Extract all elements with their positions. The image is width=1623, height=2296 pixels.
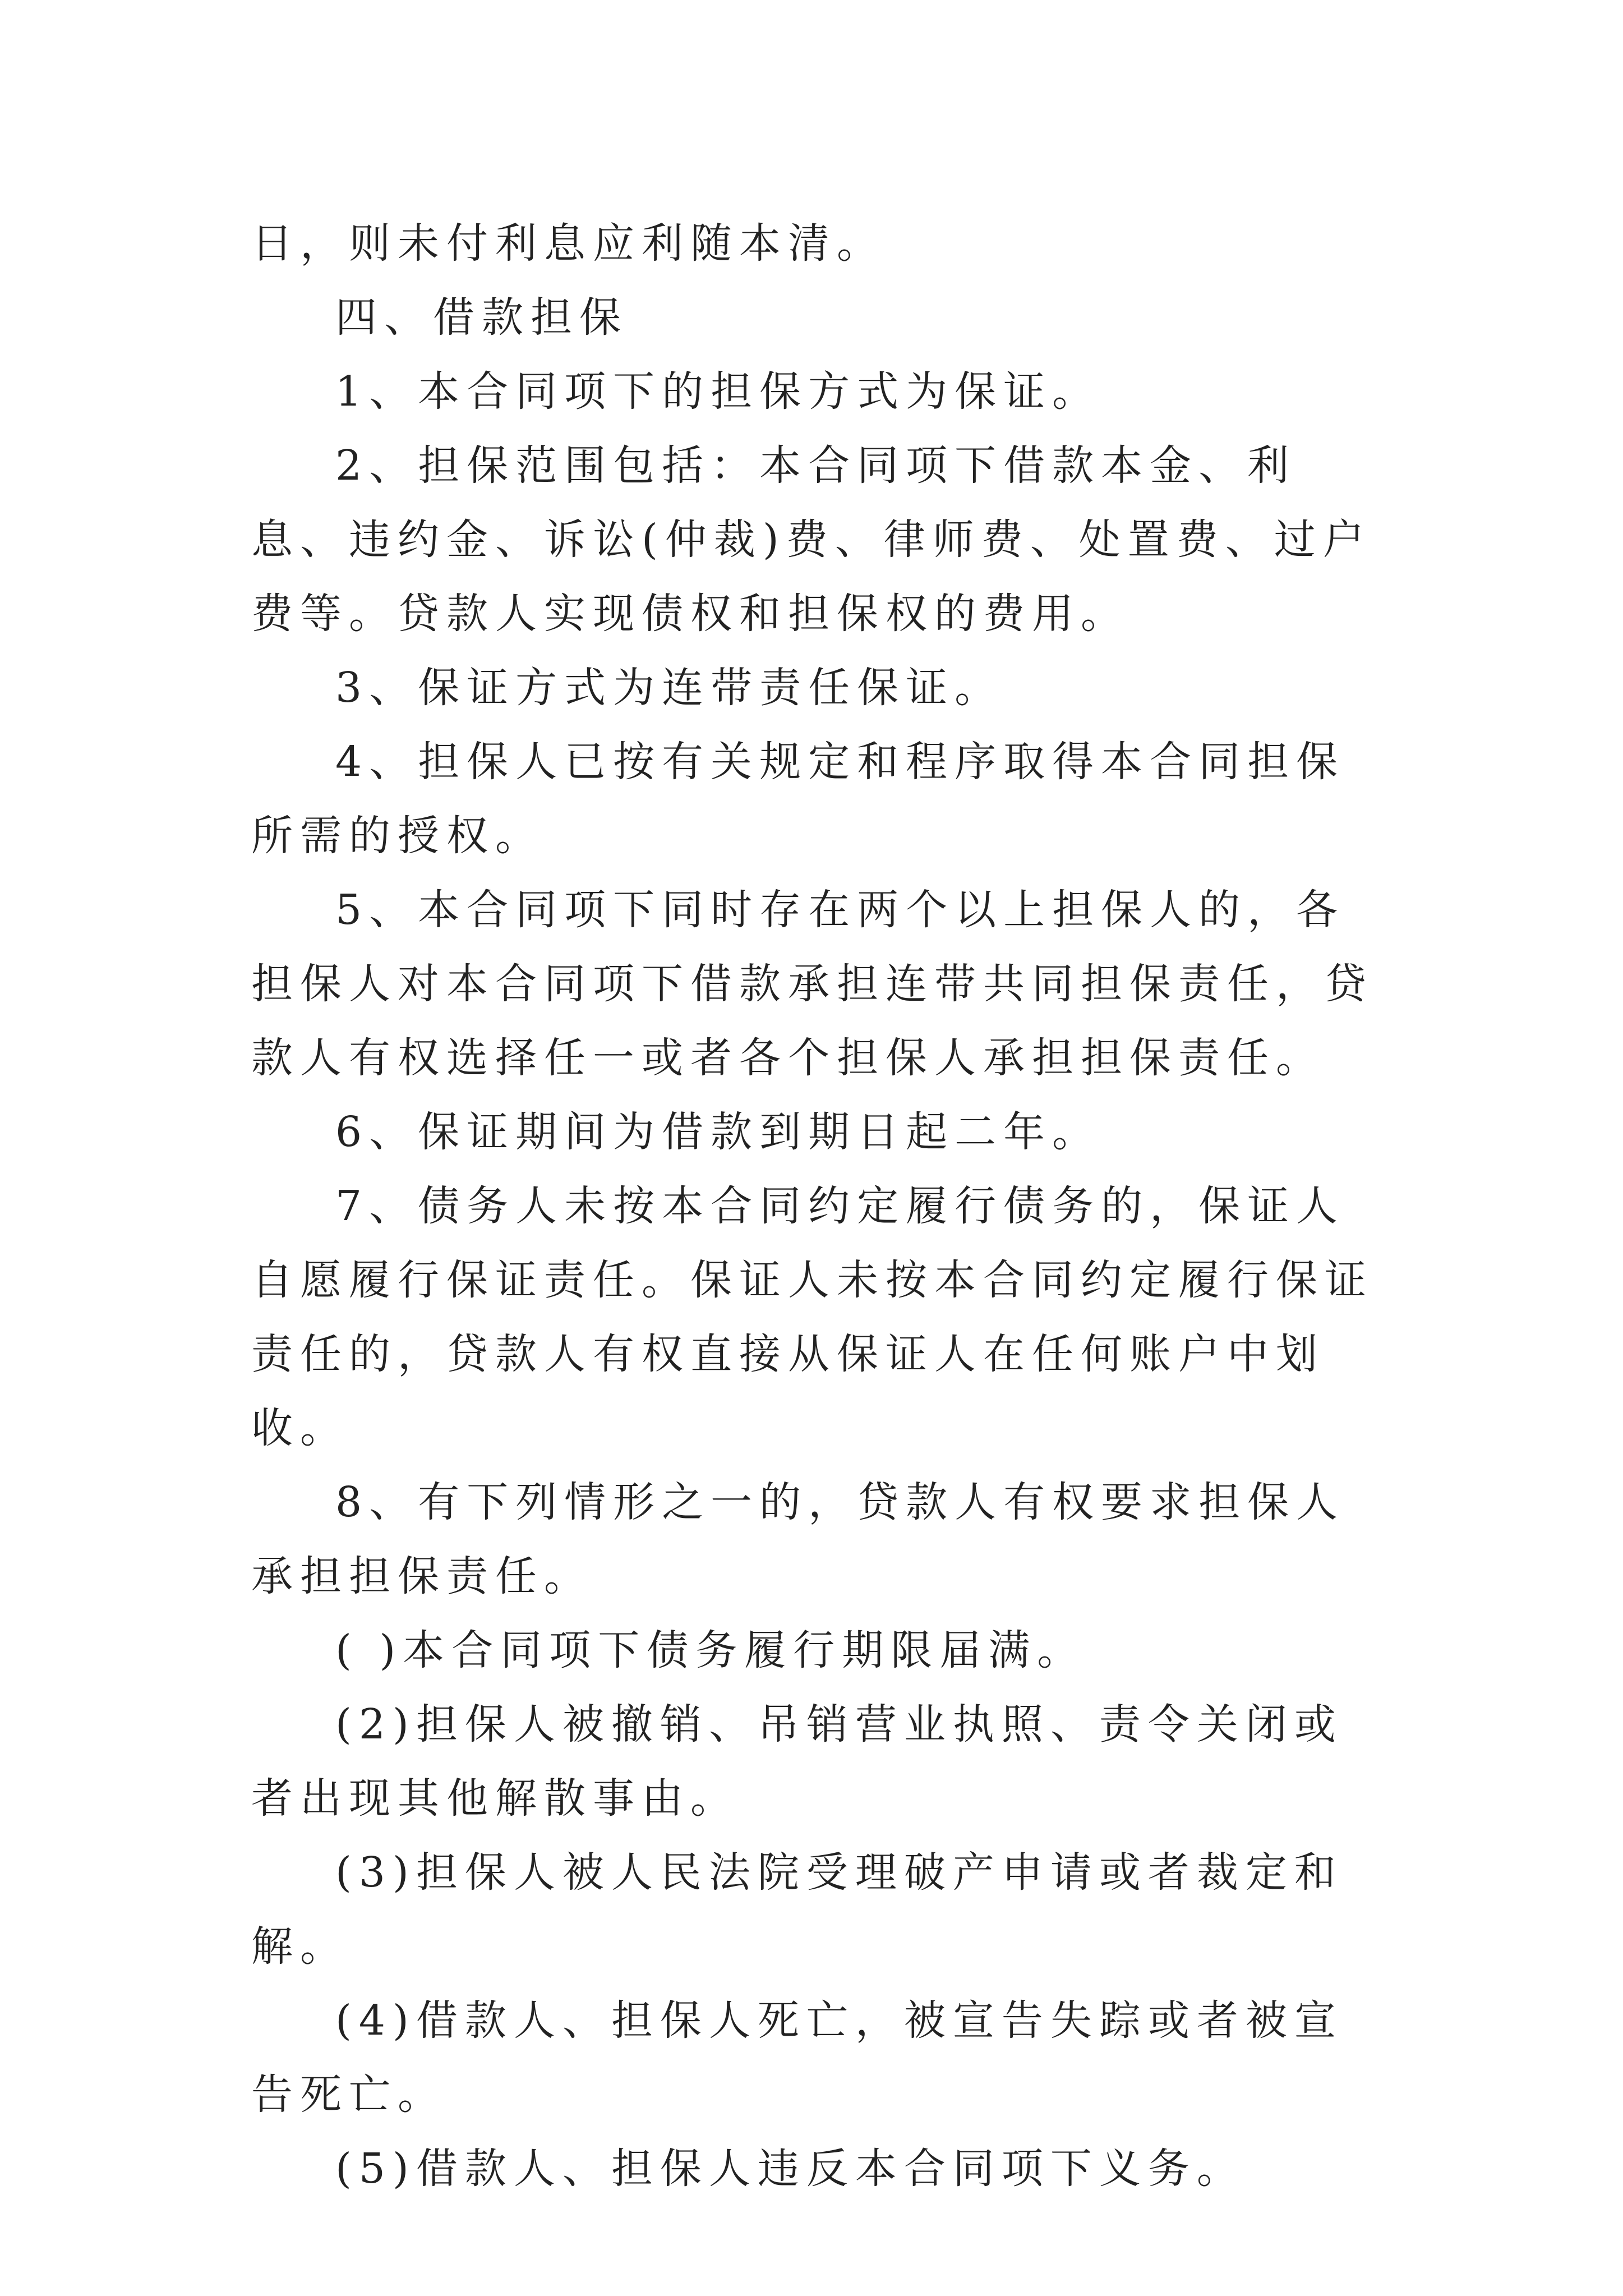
clause-7: 7、债务人未按本合同约定履行债务的，保证人自愿履行保证责任。保证人未按本合同约定履行保证责任的，贷款人有权直接从保证人在任何账户中划收。: [251, 1182, 1373, 1452]
clause-8: 8、有下列情形之一的，贷款人有权要求担保人承担担保责任。: [251, 1478, 1345, 1600]
sub-clause-2: (2)担保人被撤销、吊销营业执照、责令关闭或者出现其他解散事由。: [251, 1700, 1343, 1823]
clause-5: 5、本合同项下同时存在两个以上担保人的，各担保人对本合同项下借款承担连带共同担保责任，贷款人有权选择任一或者各个担保人承担担保责任。: [251, 886, 1373, 1082]
clause-1: 1、本合同项下的担保方式为保证。: [335, 367, 1101, 416]
paragraph-continuation: 日，则未付利息应利随本清。: [251, 219, 886, 268]
sub-clause-5: (5)借款人、担保人违反本合同项下义务。: [335, 2145, 1246, 2193]
clause-6: 6、保证期间为借款到期日起二年。: [335, 1108, 1101, 1156]
document-body: [251, 206, 1384, 2206]
sub-clause-4: (4)借款人、担保人死亡，被宣告失踪或者被宣告死亡。: [251, 1996, 1343, 2119]
clause-3: 3、保证方式为连带责任保证。: [335, 664, 1004, 712]
sub-clause-3: (3)担保人被人民法院受理破产申请或者裁定和解。: [251, 1848, 1343, 1971]
section-heading-loan-guarantee: 四、借款担保: [335, 293, 628, 342]
clause-2: 2、担保范围包括：本合同项下借款本金、利息、违约金、诉讼(仲裁)费、律师费、处置费、过户费等。贷款人实现债权和担保权的费用。: [251, 441, 1372, 638]
sub-clause-1: ( )本合同项下债务履行期限届满。: [335, 1626, 1086, 1674]
clause-4: 4、担保人已按有关规定和程序取得本合同担保所需的授权。: [251, 738, 1345, 860]
